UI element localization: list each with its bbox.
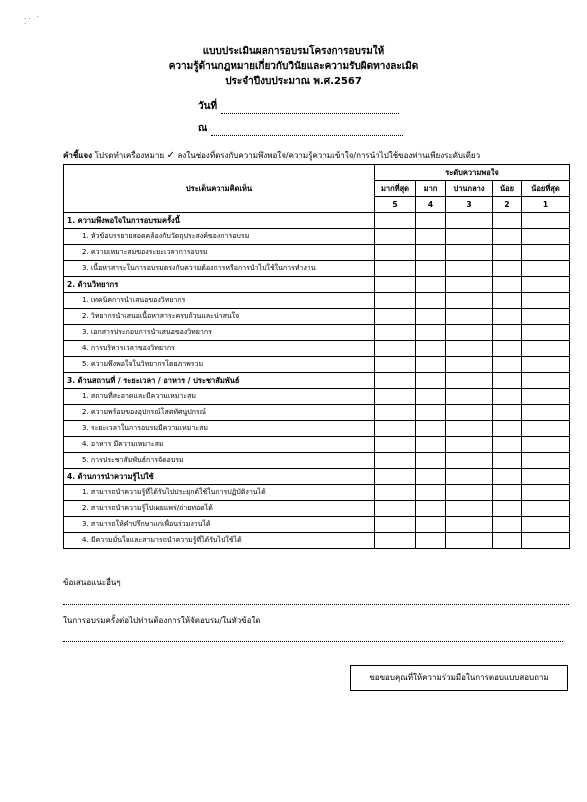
rating-cell[interactable] (493, 261, 522, 277)
rating-cell[interactable] (522, 437, 570, 453)
rating-cell[interactable] (522, 357, 570, 373)
rating-cell[interactable] (375, 245, 416, 261)
section-title: 2. ด้านวิทยากร (64, 277, 375, 293)
section-blank-cell (493, 277, 522, 293)
rating-cell[interactable] (446, 389, 493, 405)
item-row (64, 357, 570, 373)
rating-cell[interactable] (416, 437, 446, 453)
rating-cell[interactable] (493, 325, 522, 341)
section-title: 4. ด้านการนำความรู้ไปใช้ (64, 469, 375, 485)
item-row (64, 453, 570, 469)
rating-cell[interactable] (493, 517, 522, 533)
form-title (0, 44, 587, 89)
rating-cell[interactable] (522, 245, 570, 261)
rating-cell[interactable] (446, 293, 493, 309)
rating-cell[interactable] (446, 245, 493, 261)
section-title: 3. ด้านสถานที่ / ระยะเวลา / อาหาร / ประชาสัมพันธ์ (64, 373, 375, 389)
rating-cell[interactable] (416, 501, 446, 517)
rating-cell[interactable] (446, 437, 493, 453)
item-label: 3. ระยะเวลาในการอบรมมีความเหมาะสม (64, 421, 375, 437)
rating-cell[interactable] (522, 517, 570, 533)
rating-cell[interactable] (375, 437, 416, 453)
rating-cell[interactable] (493, 485, 522, 501)
item-label: 1. หัวข้อบรรยายสอดคล้องกับวัตถุประสงค์ของการอบรม (64, 229, 375, 245)
rating-cell[interactable] (375, 341, 416, 357)
section-blank-cell (446, 213, 493, 229)
rating-cell[interactable] (375, 485, 416, 501)
rating-cell[interactable] (375, 325, 416, 341)
item-label: 5. การประชาสัมพันธ์การจัดอบรม (64, 453, 375, 469)
title-line-2: ความรู้ด้านกฎหมายเกี่ยวกับวินัยและความรับผิดทางละเมิด (168, 61, 419, 72)
rating-cell[interactable] (493, 501, 522, 517)
rating-cell[interactable] (375, 405, 416, 421)
rating-cell[interactable] (375, 309, 416, 325)
item-label: 1. สามารถนำความรู้ที่ได้รับไปประยุกต์ใช้ในการปฏิบัติงานได้ (64, 485, 375, 501)
rating-cell[interactable] (446, 309, 493, 325)
opinion-header: ประเด็นความคิดเห็น (64, 165, 375, 213)
item-label: 1. เทคนิคการนำเสนอของวิทยากร (64, 293, 375, 309)
rating-cell[interactable] (375, 229, 416, 245)
rating-cell[interactable] (416, 341, 446, 357)
item-row (64, 293, 570, 309)
level-score: 5 (375, 197, 416, 213)
rating-cell[interactable] (446, 405, 493, 421)
rating-cell[interactable] (493, 437, 522, 453)
item-row (64, 421, 570, 437)
date-label: วันที่ (198, 101, 218, 112)
item-label: 4. มีความมั่นใจและสามารถนำความรู้ที่ได้รับไปใช้ได้ (64, 533, 375, 549)
item-label: 3. เอกสารประกอบการนำเสนอของวิทยากร (64, 325, 375, 341)
rating-cell[interactable] (446, 421, 493, 437)
rating-cell[interactable] (522, 533, 570, 549)
section-row (64, 277, 570, 293)
rating-cell[interactable] (493, 405, 522, 421)
scan-specks: .. · · (24, 13, 41, 28)
rating-cell[interactable] (493, 421, 522, 437)
rating-cell[interactable] (375, 389, 416, 405)
place-field[interactable] (198, 121, 403, 136)
section-blank-cell (375, 469, 416, 485)
next-training-line[interactable] (63, 640, 563, 642)
rating-cell[interactable] (522, 341, 570, 357)
rating-cell[interactable] (375, 533, 416, 549)
rating-cell[interactable] (446, 341, 493, 357)
rating-cell[interactable] (522, 389, 570, 405)
level-score: 2 (493, 197, 522, 213)
section-blank-cell (522, 373, 570, 389)
item-row (64, 325, 570, 341)
item-row (64, 309, 570, 325)
rating-cell[interactable] (375, 293, 416, 309)
rating-cell[interactable] (446, 261, 493, 277)
item-label: 2. ความเหมาะสมของระยะเวลาการอบรม (64, 245, 375, 261)
rating-cell[interactable] (375, 501, 416, 517)
rating-cell[interactable] (522, 229, 570, 245)
check-mark-icon: ✓ (166, 150, 175, 161)
rating-cell[interactable] (416, 245, 446, 261)
rating-cell[interactable] (446, 533, 493, 549)
evaluation-table (63, 164, 570, 549)
item-row (64, 501, 570, 517)
rating-cell[interactable] (416, 261, 446, 277)
section-blank-cell (375, 373, 416, 389)
instruction (63, 149, 480, 162)
section-blank-cell (375, 213, 416, 229)
item-label: 2. วิทยากรนำเสนอเนื้อหาสาระครบถ้วนและน่าสนใจ (64, 309, 375, 325)
section-blank-cell (416, 277, 446, 293)
item-row (64, 229, 570, 245)
rating-cell[interactable] (416, 325, 446, 341)
rating-cell[interactable] (416, 357, 446, 373)
section-blank-cell (493, 213, 522, 229)
title-line-3: ประจำปีงบประมาณ พ.ศ.2567 (225, 76, 362, 87)
section-blank-cell (416, 213, 446, 229)
rating-cell[interactable] (493, 229, 522, 245)
instruction-text-before: โปรดทำเครื่องหมาย (94, 151, 165, 160)
rating-cell[interactable] (375, 357, 416, 373)
level-label: น้อย (493, 181, 522, 197)
item-label: 1. สถานที่สะอาดและมีความเหมาะสม (64, 389, 375, 405)
rating-cell[interactable] (416, 453, 446, 469)
level-label: มากที่สุด (375, 181, 416, 197)
rating-cell[interactable] (375, 261, 416, 277)
item-label: 4. อาหาร มีความเหมาะสม (64, 437, 375, 453)
next-training-label: ในการอบรมครั้งต่อไปท่านต้องการให้จัดอบรม/ในหัวข้อใด (63, 616, 261, 625)
section-row (64, 213, 570, 229)
date-field[interactable] (198, 99, 399, 114)
date-blank[interactable] (221, 104, 399, 114)
item-label: 2. สามารถนำความรู้ไปเผยแพร่/ถ่ายทอดได้ (64, 501, 375, 517)
rating-cell[interactable] (446, 517, 493, 533)
title-line-1: แบบประเมินผลการอบรมโครงการอบรมให้ (202, 46, 385, 57)
item-label: 3. สามารถให้คำปรึกษาแก่เพื่อนร่วมงานได้ (64, 517, 375, 533)
section-row (64, 469, 570, 485)
level-score: 4 (416, 197, 446, 213)
item-row (64, 389, 570, 405)
rating-cell[interactable] (416, 517, 446, 533)
rating-cell[interactable] (416, 405, 446, 421)
section-blank-cell (493, 373, 522, 389)
rating-cell[interactable] (375, 517, 416, 533)
level-label: มาก (416, 181, 446, 197)
rating-cell[interactable] (522, 485, 570, 501)
item-row (64, 261, 570, 277)
item-label: 4. การบริหารเวลาของวิทยากร (64, 341, 375, 357)
rating-cell[interactable] (416, 389, 446, 405)
rating-cell[interactable] (416, 309, 446, 325)
rating-cell[interactable] (416, 229, 446, 245)
rating-cell[interactable] (375, 421, 416, 437)
rating-cell[interactable] (493, 341, 522, 357)
rating-cell[interactable] (522, 405, 570, 421)
rating-cell[interactable] (522, 293, 570, 309)
level-label: น้อยที่สุด (522, 181, 570, 197)
rating-cell[interactable] (446, 229, 493, 245)
section-blank-cell (522, 277, 570, 293)
header-row (64, 165, 570, 181)
rating-cell[interactable] (522, 453, 570, 469)
rating-cell[interactable] (446, 501, 493, 517)
item-row (64, 405, 570, 421)
place-label: ณ (198, 123, 208, 134)
rating-cell[interactable] (522, 325, 570, 341)
thanks-box: ขอขอบคุณที่ให้ความร่วมมือในการตอบแบบสอบถาม (350, 665, 568, 691)
section-blank-cell (416, 469, 446, 485)
rating-cell[interactable] (493, 309, 522, 325)
section-blank-cell (446, 277, 493, 293)
suggestions-line[interactable] (63, 603, 569, 605)
rating-cell[interactable] (522, 261, 570, 277)
suggestions-label: ข้อเสนอแนะอื่นๆ (63, 578, 121, 587)
rating-cell[interactable] (416, 533, 446, 549)
rating-cell[interactable] (446, 453, 493, 469)
section-blank-cell (522, 469, 570, 485)
item-label: 3. เนื้อหาสาระในการอบรมตรงกับความต้องการหรือการนำไปใช้ในการทำงาน (64, 261, 375, 277)
section-blank-cell (493, 469, 522, 485)
rating-cell[interactable] (375, 453, 416, 469)
item-row (64, 437, 570, 453)
section-blank-cell (416, 373, 446, 389)
rating-cell[interactable] (446, 485, 493, 501)
item-row (64, 341, 570, 357)
level-score: 1 (522, 197, 570, 213)
rating-cell[interactable] (493, 533, 522, 549)
section-blank-cell (446, 373, 493, 389)
rating-cell[interactable] (416, 421, 446, 437)
level-score: 3 (446, 197, 493, 213)
item-row (64, 485, 570, 501)
rating-cell[interactable] (522, 501, 570, 517)
rating-cell[interactable] (416, 485, 446, 501)
item-label: 5. ความพึงพอใจในวิทยากรโดยภาพรวม (64, 357, 375, 373)
rating-cell[interactable] (522, 309, 570, 325)
item-row (64, 517, 570, 533)
rating-cell[interactable] (493, 293, 522, 309)
section-blank-cell (375, 277, 416, 293)
rating-cell[interactable] (522, 421, 570, 437)
item-label: 2. ความพร้อมของอุปกรณ์โสตทัศนูปกรณ์ (64, 405, 375, 421)
rating-cell[interactable] (446, 325, 493, 341)
place-blank[interactable] (211, 126, 403, 136)
rating-cell[interactable] (416, 293, 446, 309)
rating-cell[interactable] (446, 357, 493, 373)
item-row (64, 533, 570, 549)
section-blank-cell (446, 469, 493, 485)
rating-cell[interactable] (493, 245, 522, 261)
rating-cell[interactable] (493, 357, 522, 373)
section-title: 1. ความพึงพอใจในการอบรมครั้งนี้ (64, 213, 375, 229)
instruction-label: คำชี้แจง (63, 151, 93, 160)
level-header: ระดับความพอใจ (375, 165, 570, 181)
level-label: ปานกลาง (446, 181, 493, 197)
section-blank-cell (522, 213, 570, 229)
rating-cell[interactable] (493, 389, 522, 405)
section-row (64, 373, 570, 389)
rating-cell[interactable] (493, 453, 522, 469)
item-row (64, 245, 570, 261)
instruction-text-after: ลงในช่องที่ตรงกับความพึงพอใจ/ความรู้ความเข้าใจ/การนำไปใช้ของท่านเพียงระดับเดียว (177, 151, 481, 160)
